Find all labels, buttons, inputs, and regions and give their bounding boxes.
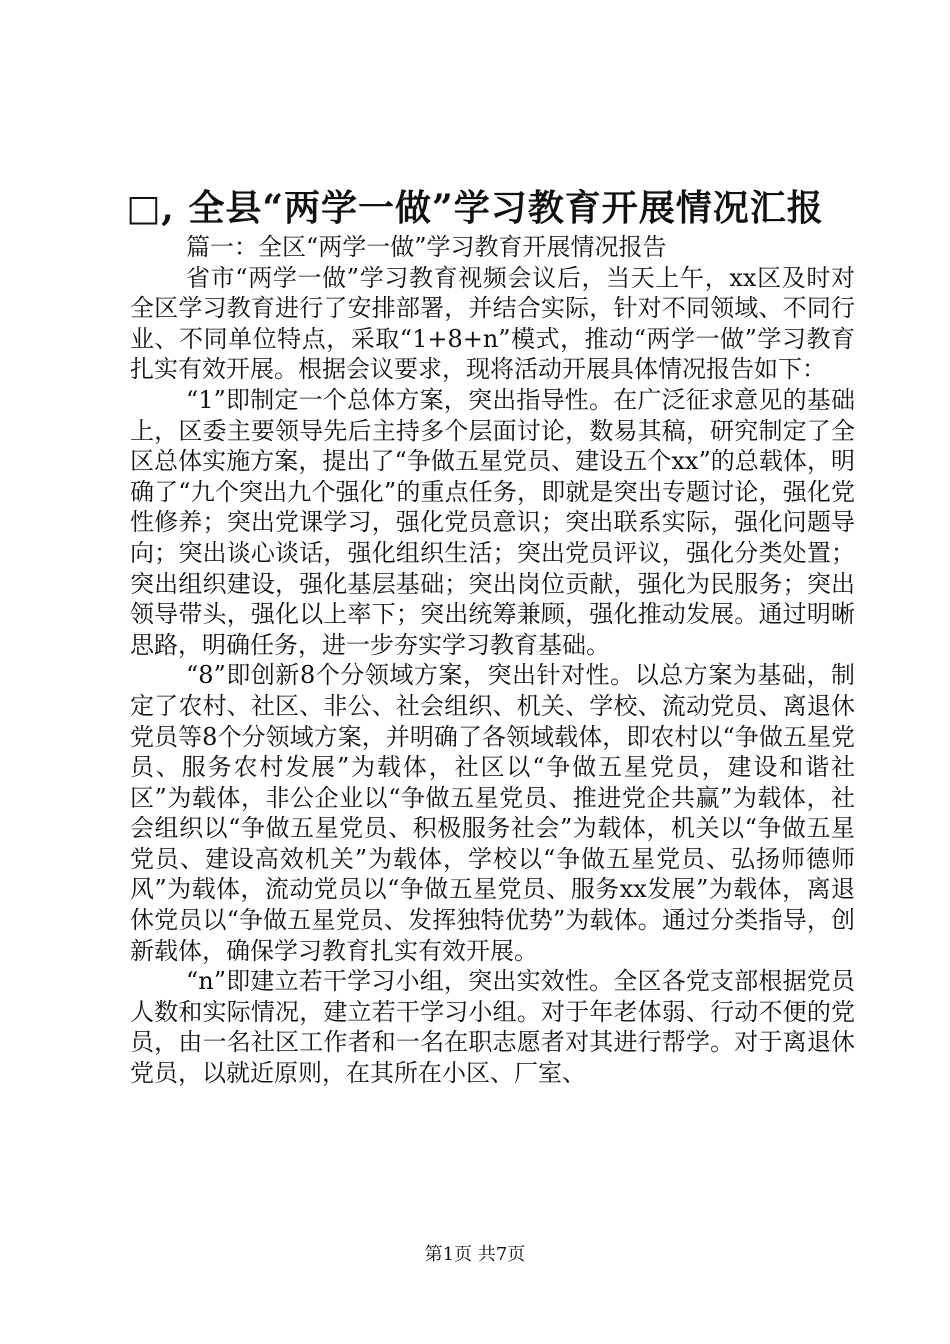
page-number-footer: 第1页 共7页: [424, 1244, 526, 1265]
paragraph-domain-plans: “8”即创新8个分领域方案，突出针对性。以总方案为基础，制定了农村、社区、非公、社会组织、机关、学校、流动党员、离退休党员等8个分领域方案，并明确了各领域载体，即农村以“争做五星党员、服务农村发展”为载体，社区以“争做五星党员，建设和谐社区”为载体，非公企业以“争做五星党员、推进党企共赢”为载体，社会组织以“争做五星党员、积极服务社会”为载体，机关以“争做五星党员、建设高效机关”为载体，学校以“争做五星党员、弘扬师德师风”为载体，流动党员以“争做五星党员、服务xx发展”为载体，离退休党员以“争做五星党员、发挥独特优势”为载体。通过分类指导，创新载体，确保学习教育扎实有效开展。: [130, 661, 855, 965]
paragraph-study-groups: “n”即建立若干学习小组，突出实效性。全区各党支部根据党员人数和实际情况，建立若干学习小组。对于年老体弱、行动不便的党员，由一名社区工作者和一名在职志愿者对其进行帮学。对于离退休党员，以就近原则，在其所在小区、厂室、: [130, 967, 855, 1088]
paragraph-section-heading: 篇一：全区“两学一做”学习教育开展情况报告: [186, 233, 667, 261]
paragraph-overall-plan: “1”即制定一个总体方案，突出指导性。在广泛征求意见的基础上，区委主要领导先后主持多个层面讨论，数易其稿，研究制定了全区总体实施方案，提出了“争做五星党员、建设五个xx”的总载体，明确了“九个突出九个强化”的重点任务，即就是突出专题讨论，强化党性修养；突出党课学习，强化党员意识；突出联系实际，强化问题导向；突出谈心谈话，强化组织生活；突出党员评议，强化分类处置；突出组织建设，强化基层基础；突出岗位贡献，强化为民服务；突出领导带头，强化以上率下；突出统筹兼顾，强化推动发展。通过明晰思路，明确任务，进一步夯实学习教育基础。: [130, 385, 855, 659]
document-body: [130, 232, 855, 1089]
paragraph-intro: 省市“两学一做”学习教育视频会议后，当天上午，xx区及时对全区学习教育进行了安排部署，并结合实际，针对不同领域、不同行业、不同单位特点，采取“1+8+n”模式，推动“两学一做”学习教育扎实有效开展。根据会议要求，现将活动开展具体情况报告如下：: [130, 263, 855, 384]
document-title: □, 全县“两学一做”学习教育开展情况汇报: [126, 187, 824, 229]
